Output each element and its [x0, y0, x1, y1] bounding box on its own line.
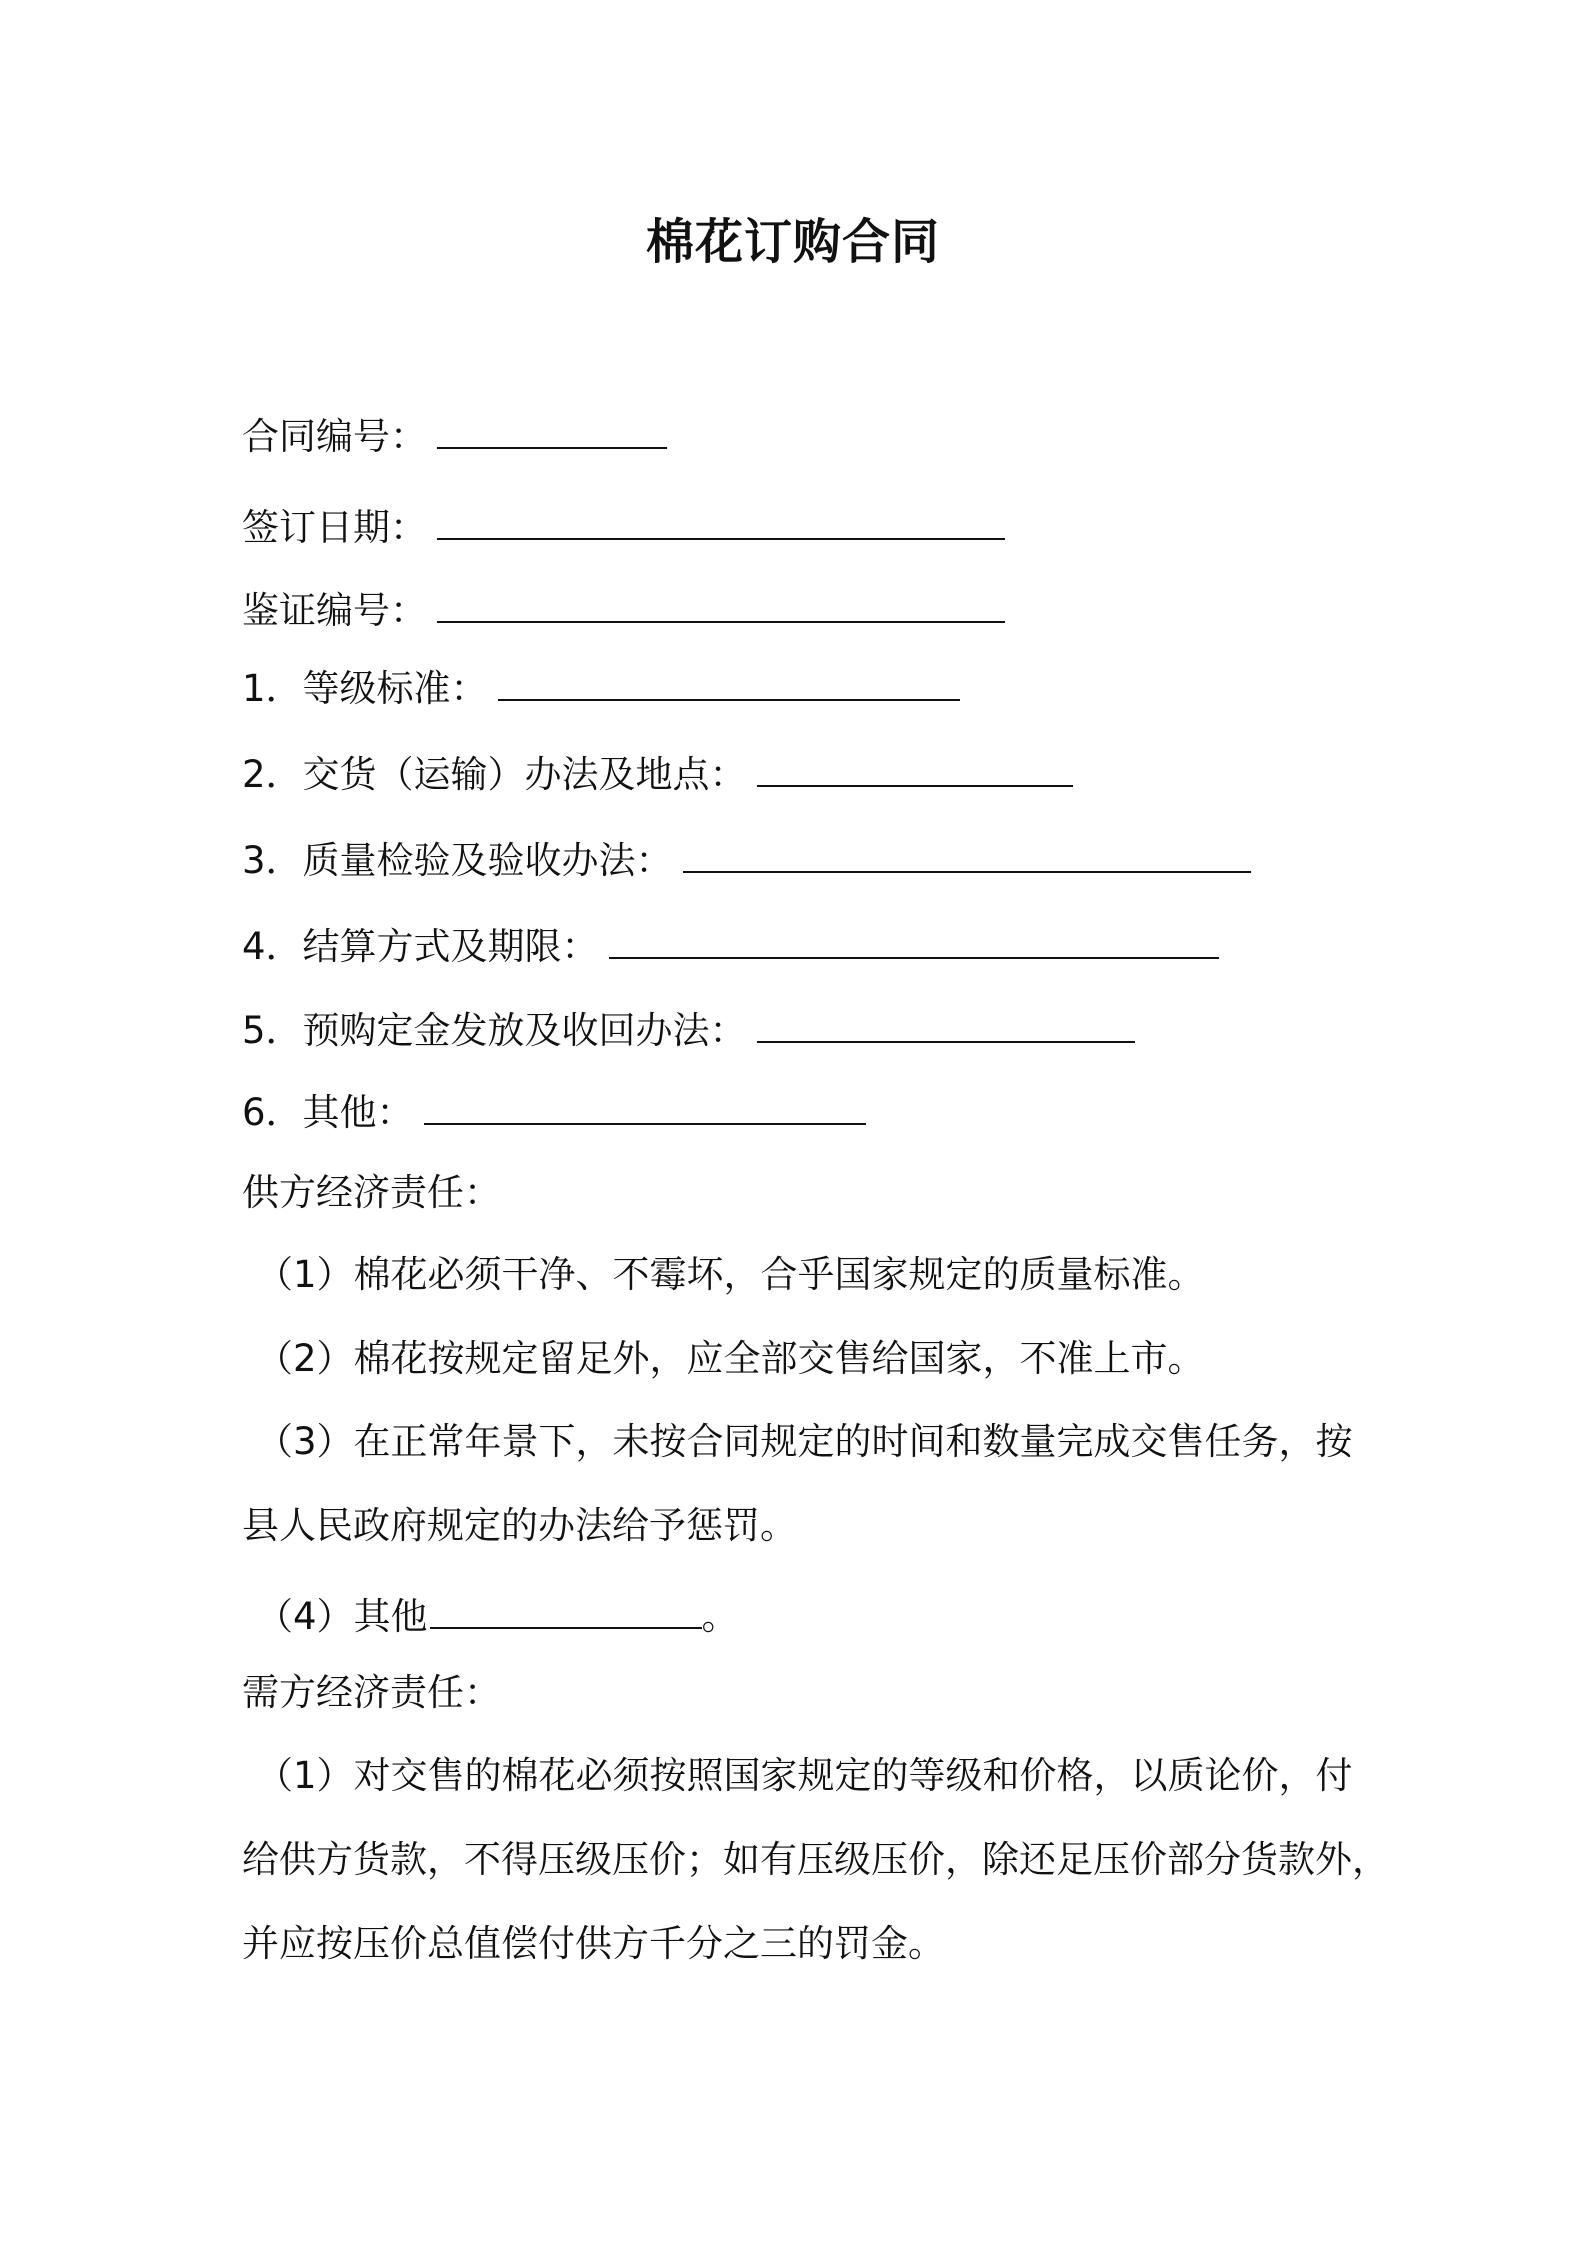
clause-settlement — [242, 922, 1372, 972]
document-title: 棉花订购合同 — [645, 214, 940, 270]
signing-date-field — [242, 503, 1372, 553]
clause-quality-inspection — [242, 836, 1372, 886]
supplier-item-4-suffix: 。 — [701, 1595, 739, 1638]
clause-grade-standard — [242, 664, 1372, 714]
buyer-item-1: （1）对交售的棉花必须按照国家规定的等级和价格，以质论价，付 — [256, 1754, 1353, 1797]
buyer-heading: 需方经济责任： — [242, 1671, 501, 1714]
contract-number-field — [242, 412, 1372, 462]
supplier-item-2: （2）棉花按规定留足外，应全部交售给国家，不准上市。 — [256, 1337, 1205, 1380]
clause-label: 1．等级标准： — [242, 667, 488, 710]
clause-blank[interactable] — [757, 751, 1073, 787]
buyer-item-1-continued: 给供方货款，不得压级压价；如有压级压价，除还足压价部分货款外， — [242, 1838, 1389, 1881]
clause-label: 2．交货（运输）办法及地点： — [242, 753, 747, 796]
verification-number-label: 鉴证编号： — [242, 589, 427, 632]
clause-label: 4．结算方式及期限： — [242, 925, 599, 968]
clause-label: 6．其他： — [242, 1091, 414, 1134]
supplier-item-1: （1）棉花必须干净、不霉坏，合乎国家规定的质量标准。 — [256, 1253, 1205, 1296]
verification-number-blank[interactable] — [437, 587, 1005, 623]
clause-delivery-method — [242, 750, 1372, 800]
supplier-item-4-label: （4）其他 — [256, 1595, 428, 1638]
contract-number-label: 合同编号： — [242, 415, 427, 458]
supplier-heading: 供方经济责任： — [242, 1171, 501, 1214]
supplier-item-3-continued: 县人民政府规定的办法给予惩罚。 — [242, 1504, 797, 1547]
clause-blank[interactable] — [757, 1007, 1135, 1043]
clause-blank[interactable] — [683, 837, 1251, 873]
contract-number-blank[interactable] — [437, 413, 667, 449]
buyer-item-1-continued-2: 并应按压价总值偿付供方千分之三的罚金。 — [242, 1922, 945, 1965]
verification-number-field — [242, 586, 1372, 636]
clause-prepayment — [242, 1006, 1372, 1056]
clause-blank[interactable] — [424, 1089, 866, 1125]
supplier-item-3: （3）在正常年景下，未按合同规定的时间和数量完成交售任务，按 — [256, 1420, 1353, 1463]
clause-label: 5．预购定金发放及收回办法： — [242, 1009, 747, 1052]
supplier-item-4 — [256, 1592, 1386, 1642]
clause-blank[interactable] — [609, 923, 1219, 959]
clause-other — [242, 1088, 1372, 1138]
clause-label: 3．质量检验及验收办法： — [242, 839, 673, 882]
signing-date-blank[interactable] — [437, 504, 1005, 540]
supplier-other-blank[interactable] — [430, 1593, 702, 1629]
clause-blank[interactable] — [498, 665, 960, 701]
signing-date-label: 签订日期： — [242, 506, 427, 549]
